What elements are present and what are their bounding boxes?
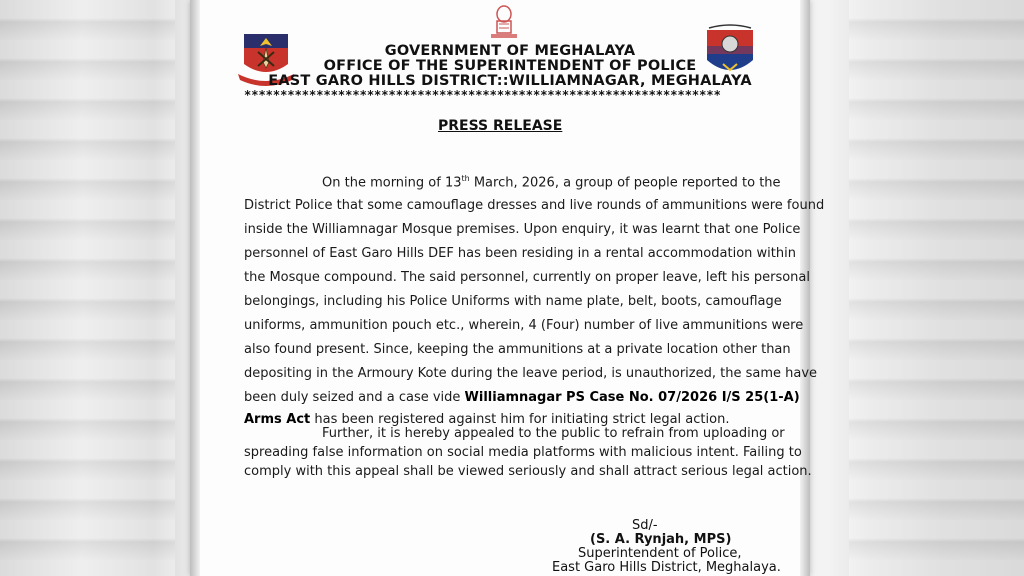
signature-sd: Sd/- [632,518,658,533]
signatory-district: East Garo Hills District, Meghalaya. [552,560,781,575]
para1-line9: depositing in the Armoury Kote during the leave period, is unauthorized, the same have [244,366,818,381]
signatory-name: (S. A. Rynjah, MPS) [590,532,732,547]
act-reference: Arms Act [244,412,311,427]
para1-line8: also found present. Since, keeping the ammunitions at a private location other than [244,342,791,357]
header-divider: ****************************************************************** [244,88,721,102]
para2-line1: Further, it is hereby appealed to the public to refrain from uploading or [322,426,785,441]
para1-line2: District Police that some camouflage dresses and live rounds of ammunitions were found [244,198,825,213]
paper-edge-left [190,0,200,576]
blurred-band-right [849,0,1024,576]
case-reference: Williamnagar PS Case No. 07/2026 I/S 25(1-A) [464,390,800,405]
para1-line5: the Mosque compound. The said personnel, currently on proper leave, left his personal [244,270,810,285]
para1-line6: belongings, including his Police Uniforms with name plate, belt, boots, camouflage [244,294,782,309]
paper-edge-right [800,0,810,576]
blurred-band-left [0,0,175,576]
para2-line3: comply with this appeal shall be viewed seriously and shall attract serious legal action. [244,464,812,479]
header-office: OFFICE OF THE SUPERINTENDENT OF POLICE [323,58,697,74]
para2-line2: spreading false information on social media platforms with malicious intent. Failing to [244,445,802,460]
header-government: GOVERNMENT OF MEGHALAYA [384,43,636,59]
page-title: PRESS RELEASE [438,118,563,134]
para1-line10: been duly seized and a case vide Williamnagar PS Case No. 07/2026 I/S 25(1-A) [244,390,800,405]
para1-line7: uniforms, ammunition pouch etc., wherein, 4 (Four) number of live ammunitions were [244,318,804,333]
header-district: EAST GARO HILLS DISTRICT::WILLIAMNAGAR, MEGHALAYA [268,73,752,89]
national-emblem-icon [487,4,521,40]
para1-line1: On the morning of 13th March, 2026, a group of people reported to the [322,174,781,191]
para1-line11: Arms Act has been registered against him for initiating strict legal action. [244,412,730,427]
signatory-designation: Superintendent of Police, [578,546,742,561]
para1-line4: personnel of East Garo Hills DEF has been residing in a rental accommodation within [244,246,796,261]
para1-line3: inside the Williamnagar Mosque premises. Upon enquiry, it was learnt that one Police [244,222,801,237]
